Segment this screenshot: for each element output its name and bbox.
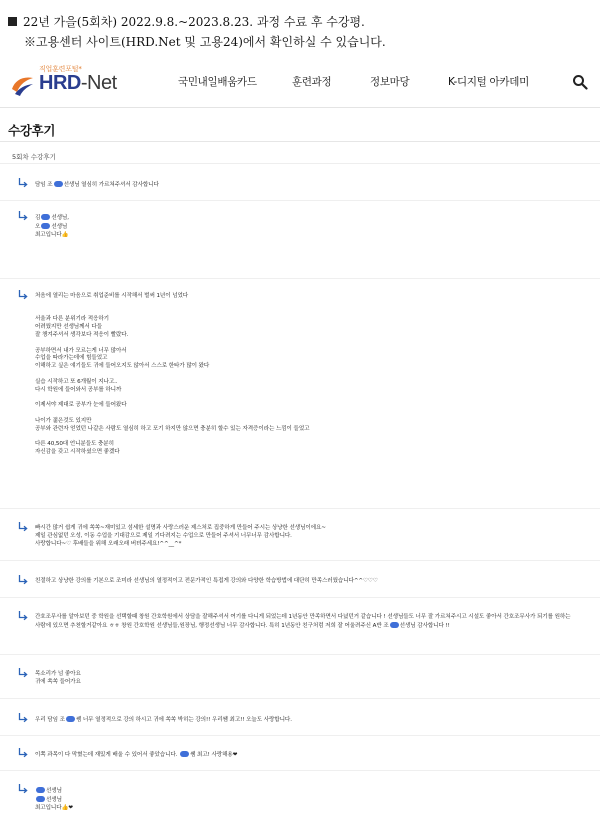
review-line: 간호조무사를 알아보던 중 학원을 선택할때 창원 간호학원에서 상담을 잘해주셔서 여기를 다니게 되었는데 1년동안 만족하면서 다녔던거 같습니다 ! 선생님들도 너무 잘 가르쳐주시고 시설도 좋아서 간호조무사가 되기를 원하는 사람에 있으면 추천할거같아요 ㅎㅎ 창원 간호학원 선생님들,원장님, 행정선생님 너무 감사합니다. 특히 1년동안 친구처럼 저희 잘 어울려주신 A반 조 선생님 감사합니다 !!	[35, 614, 571, 629]
review-line: 다른 40,50대 언니분들도 충분히	[35, 441, 114, 448]
review-line: 친절하고 상냥한 강의를 기본으로 조미라 선생님의 열정적이고 전문가적인 특접게 강의와 다양한 학습방법에 대단히 만족스러웠습니다^^♡♡♡	[35, 578, 378, 584]
review-line: 이해하고 싶은 얘기들도 귀에 들어오지도 않아서 스스로 한타가 많이 왔다	[35, 363, 210, 370]
redaction-mark	[66, 716, 75, 722]
divider	[0, 163, 600, 164]
review-line: 어려웠지만 선생님께서 다들	[35, 324, 102, 331]
review-line: 이제서야 제대로 공부가 눈에 들어왔다	[35, 402, 127, 409]
divider	[0, 560, 600, 561]
review-line: 최고입니다👍❤	[35, 804, 73, 811]
review-line: 담임 조 선생님 열심히 가르쳐주셔서 감사합니다	[35, 182, 159, 188]
top-navbar	[0, 58, 600, 108]
review-line: 귀에 쏙쏙 들어가요	[35, 678, 81, 685]
reply-arrow-icon	[18, 290, 28, 300]
logo-brand: HRD-Net	[39, 72, 117, 94]
divider	[0, 200, 600, 201]
divider	[0, 141, 600, 142]
divider	[0, 278, 600, 279]
redaction-mark	[41, 214, 50, 220]
reply-arrow-icon	[18, 784, 28, 794]
nav-item-courses[interactable]: 훈련과정	[292, 76, 332, 88]
nav-item-card[interactable]: 국민내일배움카드	[178, 76, 257, 88]
nav-item-k-digital[interactable]: K-디지털 아카데미	[448, 76, 529, 88]
square-bullet-icon	[8, 17, 17, 26]
review-line: 처음에 열리는 마음으로 취업준비를 시작해서 벌써 1년이 넘었다	[35, 293, 189, 299]
review-line: 선생님	[35, 796, 575, 805]
reply-arrow-icon	[18, 522, 28, 532]
reply-arrow-icon	[18, 611, 28, 621]
reply-arrow-icon	[18, 668, 28, 678]
review-line: 빠시간 많거 쉽게 귀에 쏙쏙~재미있고 섬세한 설명과 사랑스러운 제스처로 집중하게 만들어 주시는 상냥한 선생님이에요~	[35, 525, 326, 531]
divider	[0, 698, 600, 699]
divider	[0, 508, 600, 509]
logo-tagline: 직업훈련포털*	[39, 65, 82, 73]
search-icon[interactable]	[572, 74, 588, 90]
review-line: 선생님	[35, 787, 575, 796]
divider	[0, 735, 600, 736]
section-sub-label: 5회차 수강후기	[12, 153, 56, 161]
review-line: 잘 챙겨주셔서 생각보다 적응이 빨랐다.	[35, 331, 129, 338]
redaction-mark	[36, 796, 45, 802]
review-line: 제일 관심없던 오성, 이동 수업을 기대감으로 제일 기다려지는 수업으로 만들어 주셔서 너무너무 감사합니다.	[35, 532, 292, 539]
redaction-mark	[54, 181, 63, 187]
page-header	[8, 14, 588, 51]
reply-arrow-icon	[18, 211, 28, 221]
reply-arrow-icon	[18, 713, 28, 723]
review-line: 사랑합니다~♡ 후배들을 위해 오래오래 버텨주세요!^^__^*	[35, 540, 182, 547]
review-line: 목소리가 넘 좋아요	[35, 671, 81, 677]
divider	[0, 770, 600, 771]
review-line: 공부하면서 내가 모르는게 너무 많아서	[35, 347, 127, 354]
review-line: 우리 담임 조 쌤 너무 열정적으로 강의 하시고 귀에 쏙쏙 박히는 강의!! 우리쌤 최고!! 오늘도 사랑합니다.	[35, 717, 292, 723]
redaction-mark	[390, 622, 399, 628]
divider	[0, 597, 600, 598]
redaction-mark	[41, 223, 50, 229]
header-line-1: 22년 가을(5회차) 2022.9.8.~2023.8.23. 과정 수료 후 수강평.	[8, 14, 588, 31]
reply-arrow-icon	[18, 748, 28, 758]
reply-arrow-icon	[18, 575, 28, 585]
section-title: 수강후기	[8, 123, 56, 138]
review-line: 김 선생님,	[35, 215, 69, 221]
reply-arrow-icon	[18, 178, 28, 188]
review-line: 나이가 젊은것도 있지만	[35, 417, 92, 424]
review-line: 실습 시작하고 또 6개월이 지나고..	[35, 378, 118, 385]
review-line: 다시 학원에 들어와서 공부를 하니까	[35, 386, 122, 393]
review-line: 이쪽 과목이 다 막혔는데 재밌게 배울 수 있어서 좋았습니다. 쌤 최고! 사랑해용❤	[35, 752, 238, 758]
logo-mark-icon	[9, 72, 35, 98]
review-line: 오 선생님	[35, 223, 68, 230]
header-line-2: ※고용센터 사이트(HRD.Net 및 고용24)에서 확인하실 수 있습니다.	[24, 35, 386, 49]
divider	[0, 654, 600, 655]
redaction-mark	[36, 787, 45, 793]
review-line: 서울과 다른 분위기라 적응하기	[35, 316, 109, 323]
review-line: 공부와 관련자 얻었던 나같은 사람도 열심히 하고 포기 하지만 않으면 충분히 할수 있는 자격증이라는 느낌이 들었고	[35, 425, 310, 432]
nav-item-info[interactable]: 정보마당	[370, 76, 410, 88]
review-line: 수업을 따라가는데에 힘들었고	[35, 355, 108, 362]
hrd-net-logo[interactable]	[9, 62, 149, 102]
review-line: 최고입니다👍	[35, 231, 69, 238]
review-line: 자신감을 갖고 시작하셨으면 좋겠다	[35, 448, 120, 455]
redaction-mark	[180, 751, 189, 757]
